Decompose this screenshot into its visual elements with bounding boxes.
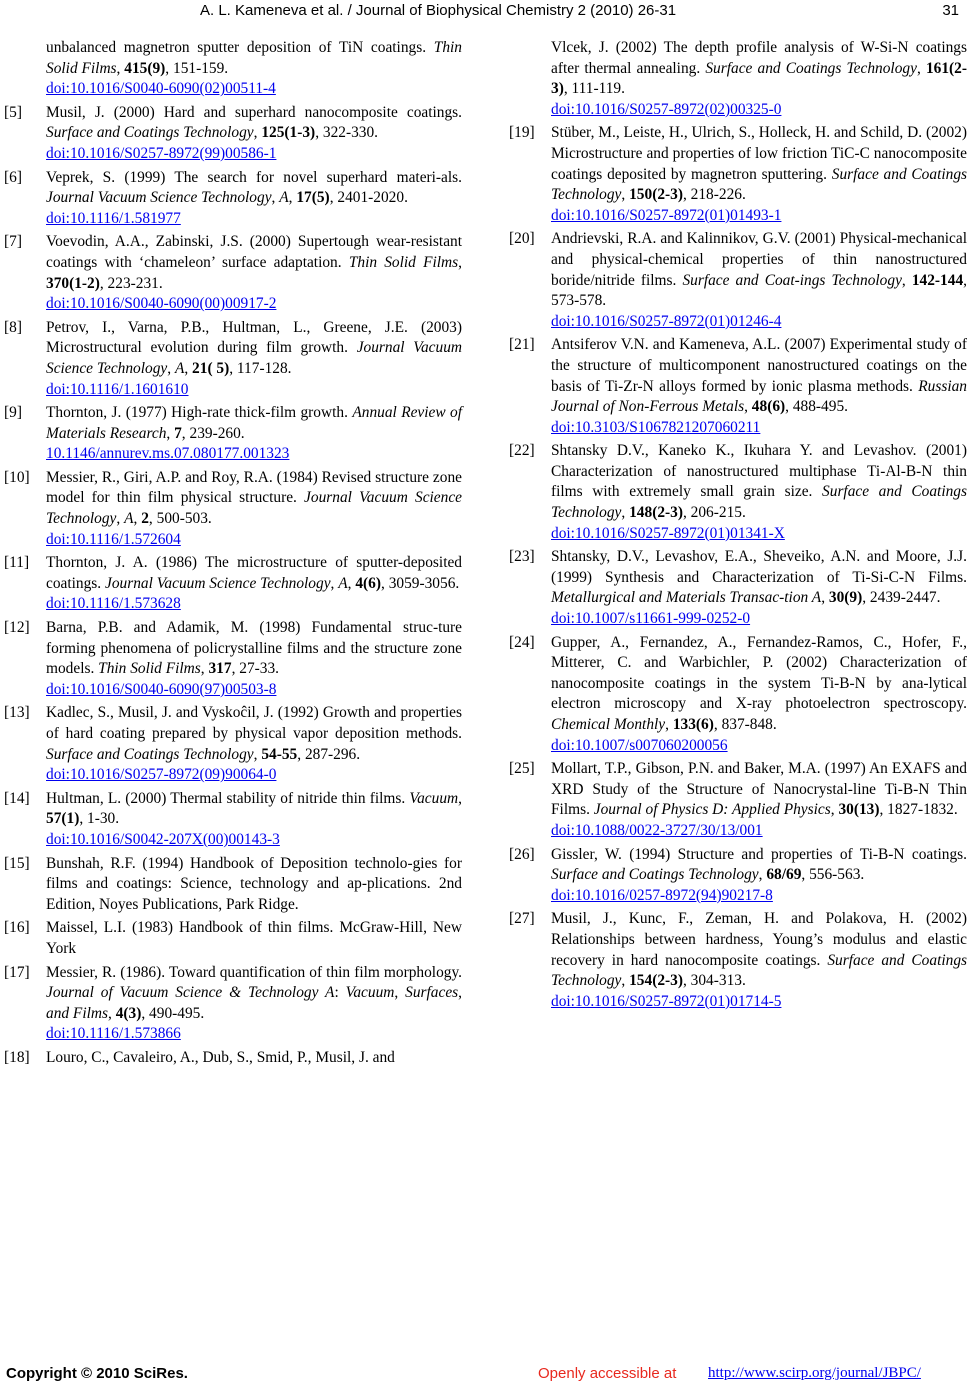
running-title: A. L. Kameneva et al. / Journal of Biophysical Chemistry 2 (2010) 26-31 [200,2,677,19]
reference-text: Thornton, J. (1977) High-rate thick-film growth. Annual Review of Materials Research, 7, 239-260. [46,404,462,442]
doi-link[interactable]: doi:10.1016/S0257-8972(02)00325-0 [551,100,782,118]
doi-link[interactable]: doi:10.1007/s007060200056 [551,736,728,754]
doi-link[interactable]: doi:10.1016/S0257-8972(09)90064-0 [46,766,277,784]
reference-number: [9] [4,404,22,422]
reference-entry [4,854,462,916]
reference-entry [4,468,462,550]
reference-number: [19] [509,124,535,142]
reference-entry [509,441,967,544]
reference-text: Vlcek, J. (2002) The depth profile analysis of W-Si-N coatings after thermal annealing. Surface and Coatings Technology, 161(2-3), 111-119. [551,39,967,98]
reference-number: [10] [4,468,30,486]
reference-text: Hultman, L. (2000) Thermal stability of nitride thin films. Vacuum, 57(1), 1-30. [46,789,462,828]
reference-entry [509,845,967,907]
reference-number: [15] [4,854,30,872]
reference-entry [509,38,967,120]
doi-link[interactable]: doi:10.1016/S0257-8972(99)00586-1 [46,144,277,162]
reference-text: unbalanced magnetron sputter deposition of TiN coatings. Thin Solid Films, 415(9), 151-159. [46,39,462,77]
reference-entry [4,618,462,700]
doi-link[interactable]: doi:10.1116/1.572604 [46,530,181,548]
reference-entry [509,335,967,438]
doi-link[interactable]: doi:10.1016/S0040-6090(00)00917-2 [46,295,277,313]
reference-text: Barna, P.B. and Adamik, M. (1998) Fundamental struc-ture forming phenomena of policrystalline films and the structure zone models. Thin Solid Films, 317, 27-33. [46,619,462,678]
reference-text: Maissel, L.I. (1983) Handbook of thin films. McGraw-Hill, New York [46,919,462,957]
reference-text: Stüber, M., Leiste, H., Ulrich, S., Holleck, H. and Schild, D. (2002) Microstructure and properties of low friction TiC-C nanocomposite coatings deposited by magnetron sputtering. Surface and Coatings Technology, 150(2-3), 218-226. [551,124,968,204]
reference-number: [26] [509,845,535,863]
reference-entry [4,232,462,314]
reference-text: Voevodin, A.A., Zabinski, J.S. (2000) Supertough wear-resistant coatings with ‘chameleon’ surface adaptation. Thin Solid Films, 370(1-2), 223-231. [46,233,462,292]
reference-number: [24] [509,633,535,651]
references-right-column [509,38,967,1015]
doi-link[interactable]: doi:10.1016/S0257-8972(01)01493-1 [551,206,782,224]
page-number: 31 [942,2,959,19]
reference-number: [27] [509,910,535,928]
reference-entry [4,918,462,959]
reference-text: Gupper, A., Fernandez, A., Fernandez-Ramos, C., Hofer, F., Mitterer, C. and Warbichler, P. (2002) Characterization of nanocomposite coatings in the system Ti-B-N by ana-lytical electron microscopy and X-ray photoelectron spectroscopy. Chemical Monthly, 133(6), 837-848. [551,633,967,733]
reference-number: [23] [509,548,535,566]
doi-link[interactable]: doi:10.1116/1.1601610 [46,380,189,398]
reference-entry [4,963,462,1045]
reference-number: [21] [509,336,535,354]
doi-link[interactable]: doi:10.1116/1.573866 [46,1025,181,1043]
reference-text: Musil, J. (2000) Hard and superhard nanocomposite coatings. Surface and Coatings Technology, 125(1-3), 322-330. [46,103,462,142]
doi-link[interactable]: doi:10.1016/S0257-8972(01)01246-4 [551,312,782,330]
reference-entry [509,123,967,226]
doi-link[interactable]: doi:10.1016/S0040-6090(02)00511-4 [46,80,276,98]
reference-entry [4,318,462,400]
reference-entry [4,38,462,100]
copyright-notice: Copyright © 2010 SciRes. [6,1365,188,1382]
reference-number: [6] [4,168,22,186]
reference-number: [22] [509,442,535,460]
reference-text: Shtansky, D.V., Levashov, E.A., Sheveiko, A.N. and Moore, J.J. (1999) Synthesis and Characterization of Ti-Si-C-N Films. Metallurgical and Materials Transac-tion A, 30(9), 2439-2447. [551,548,967,607]
reference-entry [4,789,462,851]
doi-link[interactable]: doi:10.3103/S1067821207060211 [551,418,761,436]
doi-link[interactable]: doi:10.1016/0257-8972(94)90217-8 [551,886,773,904]
reference-number: [16] [4,919,30,937]
page-header [0,2,971,24]
doi-link[interactable]: doi:10.1116/1.573628 [46,595,181,613]
reference-entry [4,1048,462,1069]
references-left-column [4,38,462,1072]
reference-text: Musil, J., Kunc, F., Zeman, H. and Polakova, H. (2002) Relationships between hardness, Young’s modulus and elastic recovery in hard nanocomposite coatings. Surface and Coatings Technology, 154(2-3), 304-313. [551,910,968,990]
reference-entry [4,403,462,465]
reference-number: [7] [4,233,22,251]
journal-url-link[interactable]: http://www.scirp.org/journal/JBPC/ [708,1365,921,1381]
reference-entry [509,229,967,332]
reference-entry [509,547,967,629]
reference-text: Louro, C., Cavaleiro, A., Dub, S., Smid, P., Musil, J. and [46,1048,395,1066]
reference-text: Antsiferov V.N. and Kameneva, A.L. (2007) Experimental study of the structure of multicomponent nanostructured coatings on the basis of Ti-Zr-N alloys formed by ionic plasma methods. Russian Journal of Non-Ferrous Metals, 48(6), 488-495. [551,336,967,416]
reference-text: Veprek, S. (1999) The search for novel superhard materi-als. Journal Vacuum Science Technology, A, 17(5), 2401-2020. [46,168,462,207]
doi-link[interactable]: doi:10.1016/S0042-207X(00)00143-3 [46,830,280,848]
reference-number: [20] [509,230,535,248]
reference-entry [509,909,967,1012]
doi-link[interactable]: doi:10.1116/1.581977 [46,209,181,227]
reference-number: [8] [4,318,22,336]
reference-entry [4,168,462,230]
doi-link[interactable]: 10.1146/annurev.ms.07.080177.001323 [46,445,290,463]
doi-link[interactable]: doi:10.1016/S0040-6090(97)00503-8 [46,680,277,698]
reference-entry [509,759,967,841]
reference-entry [509,633,967,757]
reference-text: Messier, R. (1986). Toward quantification of thin film morphology. Journal of Vacuum Science & Technology A: Vacuum, Surfaces, and Films, 4(3), 490-495. [46,963,463,1022]
open-access-label: Openly accessible at [538,1365,677,1382]
page-footer [0,1365,971,1385]
reference-text: Mollart, T.P., Gibson, P.N. and Baker, M.A. (1997) An EXAFS and XRD Study of the Structure of Nanocrystal-line Ti-B-N Thin Films. Journal of Physics D: Applied Physics, 30(13), 1827-1832. [551,760,967,819]
reference-number: [14] [4,789,30,807]
doi-link[interactable]: doi:10.1088/0022-3727/30/13/001 [551,821,763,839]
reference-entry [4,103,462,165]
reference-text: Gissler, W. (1994) Structure and properties of Ti-B-N coatings. Surface and Coatings Technology, 68/69, 556-563. [551,845,967,884]
reference-number: [17] [4,963,30,981]
doi-link[interactable]: doi:10.1016/S0257-8972(01)01714-5 [551,992,782,1010]
reference-entry [4,553,462,615]
reference-text: Bunshah, R.F. (1994) Handbook of Deposition technolo-gies for films and coatings: Science, technology and ap-plications. 2nd Edition, Noyes Publications, Park Ridge. [46,854,462,913]
doi-link[interactable]: doi:10.1007/s11661-999-0252-0 [551,610,751,628]
reference-number: [12] [4,619,30,637]
reference-text: Shtansky D.V., Kaneko K., Ikuhara Y. and Levashov. (2001) Characterization of nanostructured multiphase Ti-Al-B-N thin films with extremely small grain size. Surface and Coatings Technology, 148(2-3), 206-215. [551,442,967,522]
reference-text: Andrievski, R.A. and Kalinnikov, G.V. (2001) Physical-mechanical and physical-chemical properties of thin nanostructured boride/nitride films. Surface and Coat-ings Technology, 142-144, 573-578. [551,230,968,310]
reference-text: Kadlec, S., Musil, J. and Vyskoĉil, J. (1992) Growth and properties of hard coating prepared by physical vapor deposition methods. Surface and Coatings Technology, 54-55, 287-296. [46,704,462,763]
reference-number: [13] [4,704,30,722]
reference-entry [4,703,462,785]
reference-number: [11] [4,554,30,572]
doi-link[interactable]: doi:10.1016/S0257-8972(01)01341-X [551,524,785,542]
reference-text: Messier, R., Giri, A.P. and Roy, R.A. (1984) Revised structure zone model for thin film physical structure. Journal Vacuum Science Technology, A, 2, 500-503. [46,468,462,528]
reference-number: [5] [4,103,22,121]
reference-number: [18] [4,1048,30,1066]
reference-text: Petrov, I., Varna, P.B., Hultman, L., Greene, J.E. (2003) Microstructural evolution during film growth. Journal Vacuum Science Technology, A, 21( 5), 117-128. [46,318,462,377]
reference-text: Thornton, J. A. (1986) The microstructure of sputter-deposited coatings. Journal Vacuum Science Technology, A, 4(6), 3059-3056. [46,554,462,592]
reference-number: [25] [509,760,535,778]
